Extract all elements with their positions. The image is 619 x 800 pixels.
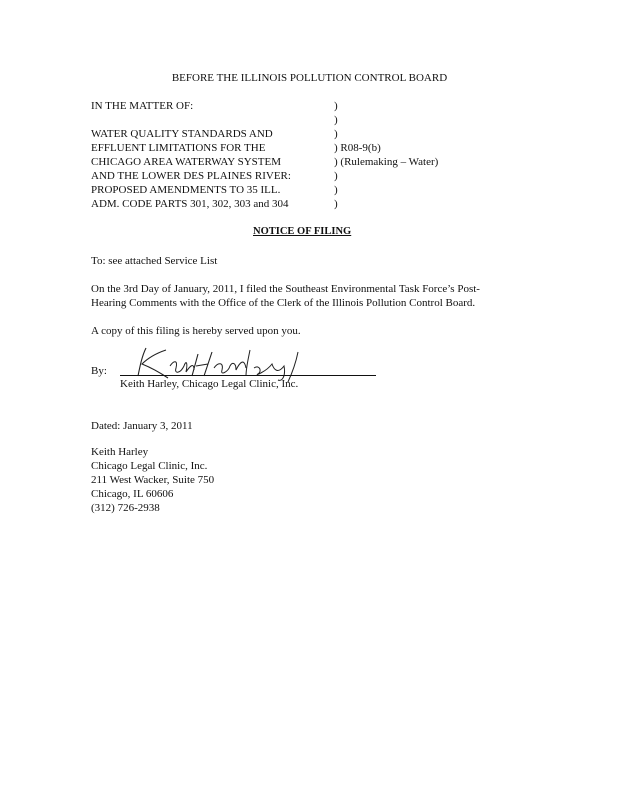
to-line: To: see attached Service List <box>91 255 218 267</box>
body-line: On the 3rd Day of January, 2011, I filed the Southeast Environmental Task Force’s Post- <box>91 283 480 295</box>
caption-line: CHICAGO AREA WATERWAY SYSTEM <box>91 156 281 168</box>
rulemaking-type: ) (Rulemaking – Water) <box>334 156 439 168</box>
notice-title: NOTICE OF FILING <box>253 226 352 237</box>
signer-caption: Keith Harley, Chicago Legal Clinic, Inc. <box>120 378 299 390</box>
caption-paren: ) <box>334 128 338 140</box>
address-line: Keith Harley <box>91 446 149 458</box>
dated-line: Dated: January 3, 2011 <box>91 420 193 432</box>
caption-paren: ) <box>334 100 338 112</box>
address-line: (312) 726-2938 <box>91 502 160 514</box>
by-label: By: <box>91 365 107 377</box>
caption-line: EFFLUENT LIMITATIONS FOR THE <box>91 142 266 154</box>
caption-paren: ) <box>334 114 338 126</box>
caption-line: IN THE MATTER OF: <box>91 100 194 112</box>
caption-paren: ) <box>334 184 338 196</box>
docket-number: ) R08-9(b) <box>334 142 381 154</box>
address-line: 211 West Wacker, Suite 750 <box>91 474 215 486</box>
signature-line <box>120 375 376 376</box>
caption-paren: ) <box>334 198 338 210</box>
handwritten-signature <box>132 344 312 382</box>
board-heading: BEFORE THE ILLINOIS POLLUTION CONTROL BOARD <box>171 72 448 84</box>
caption-paren: ) <box>334 170 338 182</box>
caption-line: PROPOSED AMENDMENTS TO 35 ILL. <box>91 184 281 196</box>
address-line: Chicago, IL 60606 <box>91 488 174 500</box>
address-line: Chicago Legal Clinic, Inc. <box>91 460 208 472</box>
caption-line: ADM. CODE PARTS 301, 302, 303 and 304 <box>91 198 289 210</box>
caption-line: AND THE LOWER DES PLAINES RIVER: <box>91 170 291 182</box>
caption-line: WATER QUALITY STANDARDS AND <box>91 128 273 140</box>
served-line: A copy of this filing is hereby served upon you. <box>91 325 301 337</box>
body-line: Hearing Comments with the Office of the Clerk of the Illinois Pollution Control Board. <box>91 297 476 309</box>
